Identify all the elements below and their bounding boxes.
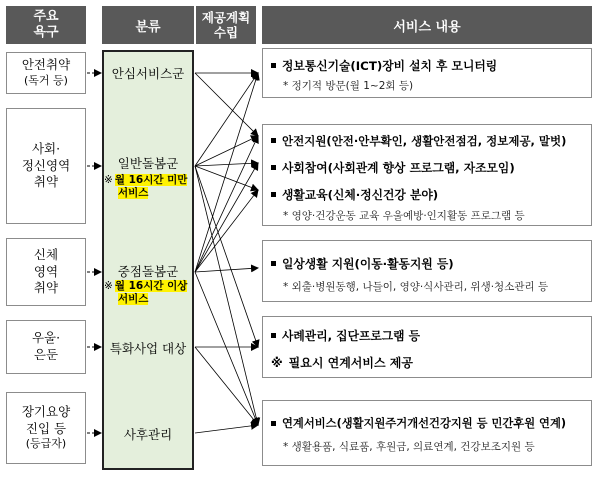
need-label: 안전취약 [21, 57, 71, 73]
need-label: 신체 영역 취약 [33, 246, 59, 296]
need-sublabel: (독거 등) [24, 74, 68, 88]
service-social: 사회참여(사회관계 향상 프로그램, 자조모임) [269, 159, 515, 176]
need-label: 장기요양 진입 등 [21, 403, 71, 436]
service-linked-detail: * 생활용품, 식료품, 후원금, 의료연계, 건강보조지원 등 [283, 441, 535, 453]
header-plan: 제공계획 수립 [196, 6, 256, 44]
note-line2: 서비스 [118, 186, 149, 199]
service-referral: ※ 필요시 연계서비스 제공 [271, 356, 413, 370]
note-line2: 서비스 [118, 292, 149, 305]
service-arrow [195, 268, 258, 272]
header-needs: 주요 욕구 [6, 6, 86, 44]
need-sublabel: (등급자) [25, 437, 67, 451]
service-arrow [195, 190, 258, 272]
category-intensive: 중점돌봄군 [117, 264, 179, 279]
service-arrow [195, 163, 258, 166]
service-ict-detail: * 정기적 방문(월 1~2회 등) [283, 80, 414, 92]
service-arrow [195, 73, 258, 272]
service-arrow [195, 425, 258, 433]
service-case: 사례관리, 집단프로그램 등 [269, 327, 420, 344]
need-label: 우울· 은둔 [31, 330, 61, 362]
note-line1: 월 16시간 미만 [114, 174, 188, 186]
note-line1: 월 16시간 이상 [114, 280, 188, 292]
service-education: 생활교육(신체·정신건강 분야) [269, 186, 438, 203]
category-special: 특화사업 대상 [109, 341, 187, 356]
header-category: 분류 [102, 6, 194, 44]
service-ict: 정보통신기술(ICT)장비 설치 후 모니터링 [269, 57, 497, 74]
service-education-detail: * 영양·건강운동 교육 우울예방·인지활동 프로그램 등 [283, 210, 525, 222]
service-arrow [195, 166, 258, 190]
service-safety-support: 안전지원(안전·안부확인, 생활안전점검, 정보제공, 말벗) [269, 133, 566, 149]
note-mark: ※ [104, 174, 113, 186]
service-arrow [195, 73, 258, 166]
service-daily-detail: * 외출·병원동행, 나들이, 영양·식사관리, 위생·청소관리 등 [283, 281, 549, 293]
service-arrow [195, 73, 258, 136]
category-safety: 안심서비스군 [111, 66, 185, 81]
category-general: 일반돌봄군 [117, 156, 179, 171]
category-aftercare: 사후관리 [123, 427, 173, 442]
need-label: 사회· 정신영역 취약 [21, 140, 71, 190]
service-arrow [195, 166, 258, 347]
service-linked: 연계서비스(생활지원주거개선건강지원 등 민간후원 연계) [269, 415, 566, 431]
service-arrow [195, 136, 258, 166]
header-services: 서비스 내용 [262, 6, 592, 44]
service-daily: 일상생활 지원(이동·활동지원 등) [269, 255, 454, 272]
note-mark: ※ [104, 280, 113, 292]
